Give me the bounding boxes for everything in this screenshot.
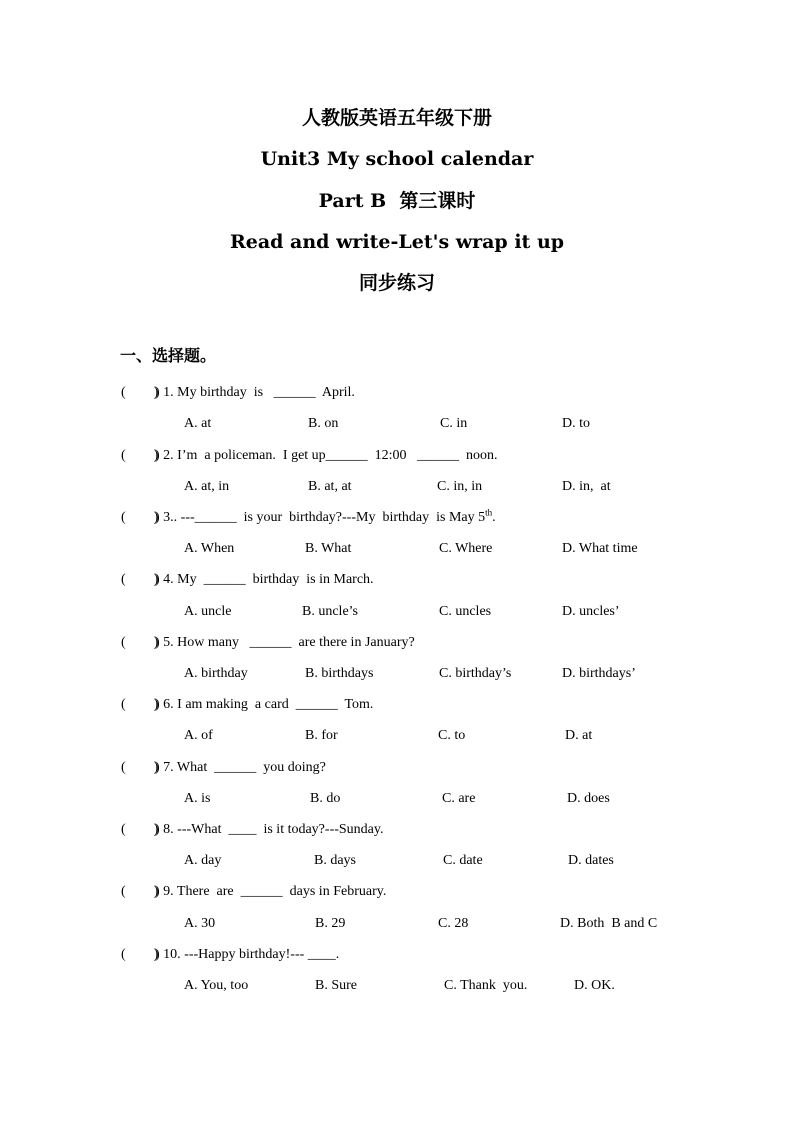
- textbook-title: 人教版英语五年级下册: [301, 107, 492, 129]
- question-line: [0, 446, 794, 466]
- option-a[interactable]: A. of: [184, 728, 213, 743]
- options-row: [0, 726, 794, 746]
- answer-blank[interactable]: ( ): [121, 385, 159, 400]
- answer-blank[interactable]: ( ): [121, 635, 159, 650]
- option-d[interactable]: D. does: [567, 791, 610, 806]
- option-b[interactable]: B. for: [305, 728, 338, 743]
- option-a[interactable]: A. is: [184, 791, 211, 806]
- option-c[interactable]: C. in: [440, 416, 468, 431]
- answer-blank[interactable]: ( ): [121, 510, 159, 525]
- option-c[interactable]: C. Where: [439, 541, 493, 556]
- exercise-title: 同步练习: [358, 272, 435, 294]
- answer-blank[interactable]: ( ): [121, 697, 159, 712]
- option-a[interactable]: A. day: [184, 853, 222, 868]
- option-d[interactable]: D. What time: [562, 541, 638, 556]
- option-c[interactable]: C. Thank you.: [444, 978, 528, 993]
- option-b[interactable]: B. birthdays: [305, 666, 374, 681]
- answer-blank[interactable]: ( ): [121, 884, 159, 899]
- section-heading: 一、选择题。: [120, 346, 217, 365]
- answer-blank[interactable]: ( ): [121, 947, 159, 962]
- options-row: [0, 914, 794, 934]
- question-line: [0, 383, 794, 403]
- answer-blank[interactable]: ( ): [121, 448, 159, 463]
- question-text-tail: .: [492, 510, 496, 525]
- option-b[interactable]: B. at, at: [308, 479, 352, 494]
- option-d[interactable]: D. OK.: [574, 978, 615, 993]
- options-row: [0, 539, 794, 559]
- question-text: ) 6. I am making a card ______ Tom.: [155, 697, 374, 712]
- question-text: ) 5. How many ______ are there in January?: [155, 635, 415, 650]
- question-line: [0, 633, 794, 653]
- option-c[interactable]: C. 28: [438, 916, 469, 931]
- option-d[interactable]: D. at: [565, 728, 593, 743]
- option-d[interactable]: D. to: [562, 416, 590, 431]
- option-b[interactable]: B. do: [310, 791, 341, 806]
- question-text: ) 9. There are ______ days in February.: [155, 884, 387, 899]
- question-text: ) 4. My ______ birthday is in March.: [155, 572, 374, 587]
- option-b[interactable]: B. What: [305, 541, 352, 556]
- option-d[interactable]: D. in, at: [562, 479, 611, 494]
- option-a[interactable]: A. When: [184, 541, 235, 556]
- option-a[interactable]: A. 30: [184, 916, 216, 931]
- lesson-title: Read and write-Let's wrap it up: [229, 231, 565, 253]
- question-line: [0, 570, 794, 590]
- option-d[interactable]: D. uncles’: [562, 604, 620, 619]
- option-c[interactable]: C. are: [442, 791, 476, 806]
- answer-blank[interactable]: ( ): [121, 760, 159, 775]
- options-row: [0, 414, 794, 434]
- option-c[interactable]: C. date: [443, 853, 483, 868]
- options-row: [0, 602, 794, 622]
- options-row: [0, 664, 794, 684]
- option-c[interactable]: C. to: [438, 728, 466, 743]
- option-b[interactable]: B. days: [314, 853, 356, 868]
- question-text: ) 10. ---Happy birthday!--- ____.: [155, 947, 340, 962]
- options-row: [0, 851, 794, 871]
- option-d[interactable]: D. Both B and C: [560, 916, 658, 931]
- answer-blank[interactable]: ( ): [121, 572, 159, 587]
- options-row: [0, 477, 794, 497]
- option-a[interactable]: A. You, too: [184, 978, 249, 993]
- question-line: [0, 882, 794, 902]
- option-b[interactable]: B. on: [308, 416, 339, 431]
- option-b[interactable]: B. Sure: [315, 978, 357, 993]
- option-a[interactable]: A. uncle: [184, 604, 232, 619]
- part-title: Part B 第三课时: [318, 190, 476, 212]
- answer-blank[interactable]: ( ): [121, 822, 159, 837]
- option-b[interactable]: B. 29: [315, 916, 346, 931]
- question-line: [0, 758, 794, 778]
- question-text-main: ) 3.. ---______ is your birthday?---My birthday is May 5: [155, 510, 486, 525]
- question-line: [0, 695, 794, 715]
- option-a[interactable]: A. birthday: [184, 666, 248, 681]
- question-line: [0, 945, 794, 965]
- options-row: [0, 789, 794, 809]
- option-d[interactable]: D. dates: [568, 853, 614, 868]
- options-row: [0, 976, 794, 996]
- option-b[interactable]: B. uncle’s: [302, 604, 358, 619]
- option-c[interactable]: C. in, in: [437, 479, 483, 494]
- option-a[interactable]: A. at, in: [184, 479, 230, 494]
- option-d[interactable]: D. birthdays’: [562, 666, 636, 681]
- option-a[interactable]: A. at: [184, 416, 212, 431]
- question-text: ) 2. I’m a policeman. I get up______ 12:00 ______ noon.: [155, 448, 498, 463]
- question-line: [0, 820, 794, 840]
- question-text: [155, 508, 496, 528]
- question-line: [0, 508, 794, 528]
- option-c[interactable]: C. uncles: [439, 604, 492, 619]
- question-text: ) 7. What ______ you doing?: [155, 760, 326, 775]
- option-c[interactable]: C. birthday’s: [439, 666, 512, 681]
- question-text: ) 8. ---What ____ is it today?---Sunday.: [155, 822, 384, 837]
- question-text: ) 1. My birthday is ______ April.: [155, 385, 355, 400]
- unit-title: Unit3 My school calendar: [260, 148, 534, 170]
- ordinal-suffix: th: [485, 507, 493, 518]
